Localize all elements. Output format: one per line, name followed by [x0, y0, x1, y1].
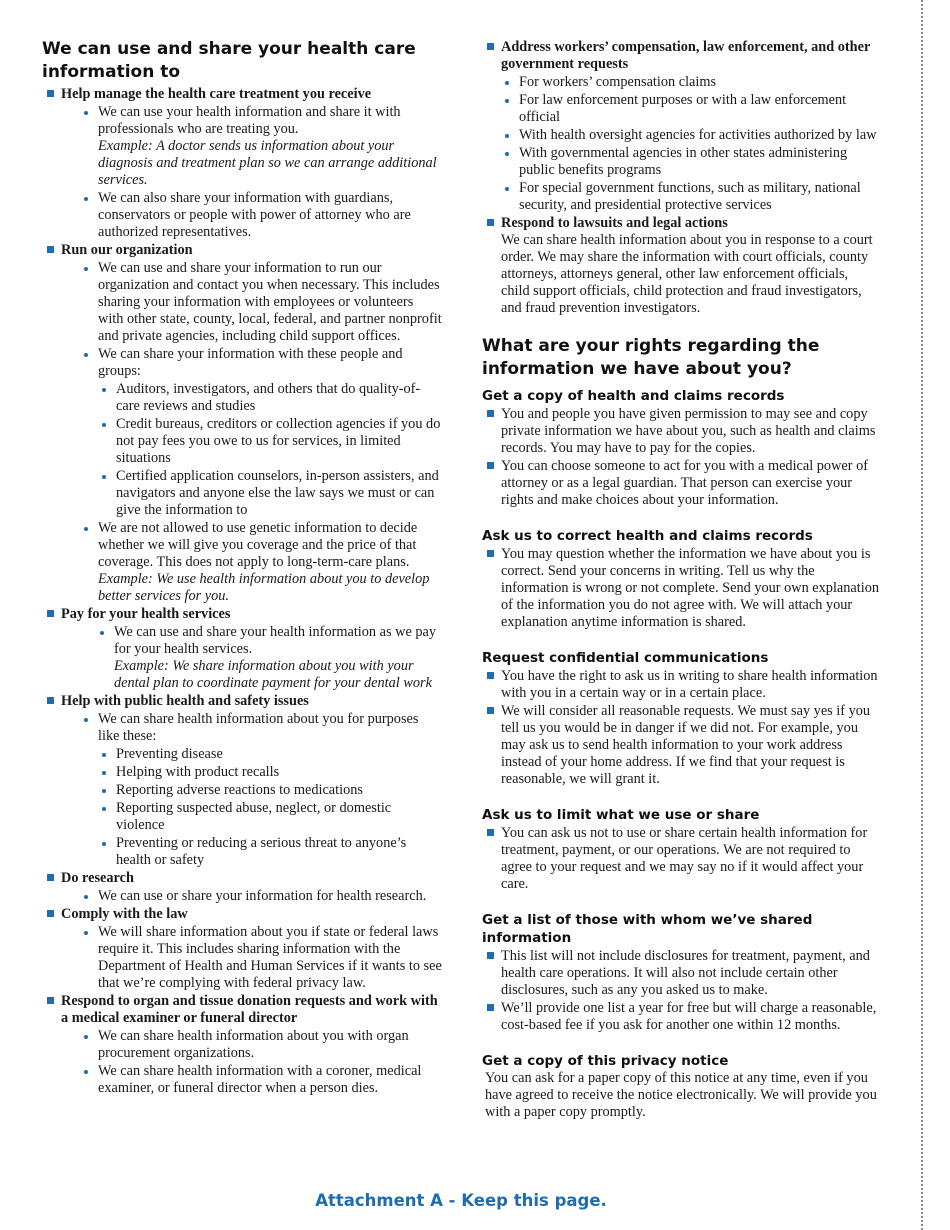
- list-item: Helping with product recalls: [98, 764, 442, 781]
- item-title: Respond to organ and tissue donation requests and work with a medical examiner or funeral director: [61, 993, 438, 1026]
- item-title: Pay for your health services: [61, 606, 231, 622]
- subsection-title: Ask us to limit what we use or share: [482, 807, 760, 823]
- right-column: [482, 38, 880, 1121]
- list-item: You and people you have given permission to may see and copy private information we have about you, such as health and claims records. You may have to pay for the copies.: [482, 406, 880, 457]
- list-item: Certified application counselors, in-person assisters, and navigators and anyone else the law says we must or can give the information to: [98, 468, 442, 519]
- list-item: [42, 242, 442, 605]
- list-item: Reporting suspected abuse, neglect, or domestic violence: [98, 800, 442, 834]
- list-item: We will consider all reasonable requests. We must say yes if you tell us you would be in danger if we did not. For example, you may ask us to send health information to your work address instead of your home address. If we find that your request is reasonable, we will grant it.: [482, 703, 880, 788]
- list-item: Credit bureaus, creditors or collection agencies if you do not pay fees you owe to us for services, in limited situations: [98, 416, 442, 467]
- list-item: [42, 870, 442, 905]
- list-item: Preventing disease: [98, 746, 442, 763]
- list-item: [42, 86, 442, 241]
- list-item: We can share health information about you with organ procurement organizations.: [80, 1028, 442, 1062]
- list-item: For law enforcement purposes or with a law enforcement official: [501, 92, 880, 126]
- subsection-title: Get a copy of this privacy notice: [482, 1053, 729, 1069]
- list-item: We will share information about you if state or federal laws require it. This includes sharing information with the Department of Health and Human Services if it wants to see that we’re complying with federal privacy law.: [80, 924, 442, 992]
- subsection-title: Ask us to correct health and claims records: [482, 528, 813, 544]
- list-item: We can use and share your information to run our organization and contact you when necessary. This includes sharing your information with employees or volunteers with other state, county, local, federal, and partner nonprofit and private agencies, including child support offices.: [80, 260, 442, 345]
- list-item: Preventing or reducing a serious threat to anyone’s health or safety: [98, 835, 442, 869]
- use-share-list: [42, 86, 442, 1097]
- list-item: We are not allowed to use genetic information to decide whether we will give you coverage and the price of that coverage. This does not apply to long-term-care plans. Example: We use health information about you to develop better services for you.: [80, 520, 442, 605]
- section-title: What are your rights regarding the information we have about you?: [482, 336, 820, 379]
- list-item: We can share your information with these people and groups: Auditors, investigators, and others that do quality-of-care reviews and studies Credit bureaus, creditors or collection agencies if you do not pay fees you owe to us for services, in limited situations Certified application counselors, in-person assisters, and navigators and anyone else the law says we must or can give the information to: [80, 346, 442, 519]
- left-column: [42, 38, 442, 1097]
- list-item: For special government functions, such as military, national security, and presidential protective services: [501, 180, 880, 214]
- list-item: [42, 906, 442, 992]
- list-item: We can also share your information with guardians, conservators or people with power of attorney who are authorized representatives.: [80, 190, 442, 241]
- item-title: Run our organization: [61, 242, 193, 258]
- paragraph: You can ask for a paper copy of this notice at any time, even if you have agreed to receive the notice electronically. We will provide you with a paper copy promptly.: [485, 1070, 877, 1120]
- subsection-title: Get a copy of health and claims records: [482, 388, 785, 404]
- list-item: [42, 693, 442, 869]
- list-item: We can use and share your health information as we pay for your health services. Example: We share information about you with your dental plan to coordinate payment for your dental work: [96, 624, 442, 692]
- list-item: [482, 215, 880, 317]
- list-item: We can share health information with a coroner, medical examiner, or funeral director when a person dies.: [80, 1063, 442, 1097]
- item-title: Address workers’ compensation, law enforcement, and other government requests: [501, 39, 871, 72]
- list-item: You have the right to ask us in writing to share health information with you in a certain way or in a certain place.: [482, 668, 880, 702]
- item-title: Comply with the law: [61, 906, 188, 922]
- item-title: Do research: [61, 870, 134, 886]
- subsection-title: Get a list of those with whom we’ve shared information: [482, 912, 813, 946]
- cut-line: [921, 0, 923, 1230]
- item-title: Help with public health and safety issues: [61, 693, 309, 709]
- list-item: You may question whether the information we have about you is correct. Send your concerns in writing. Tell us why the information is wrong or not complete. Send your own explanation of the information you do not agree with. We will attach your explanation anytime information is shared.: [482, 546, 880, 631]
- list-item: With health oversight agencies for activities authorized by law: [501, 127, 880, 144]
- example-text: Example: We share information about you with your dental plan to coordinate payment for your dental work: [114, 658, 432, 691]
- list-item: We can share health information about you for purposes like these: Preventing disease Helping with product recalls Reporting adverse reactions to medications Reporting suspected abuse, neglect, or domestic violence Preventing or reducing a serious threat to anyone’s health or safety: [80, 711, 442, 869]
- list-item: [42, 993, 442, 1097]
- example-text: Example: A doctor sends us information about your diagnosis and treatment plan so we can arrange additional services.: [98, 138, 437, 188]
- list-item: [42, 606, 442, 692]
- list-item: You can choose someone to act for you with a medical power of attorney or as a legal guardian. That person can exercise your rights and make choices about your information.: [482, 458, 880, 509]
- item-title: Respond to lawsuits and legal actions: [501, 215, 728, 231]
- list-item: You can ask us not to use or share certain health information for treatment, payment, or our operations. We are not required to agree to your request and we may say no if it would affect your care.: [482, 825, 880, 893]
- list-item: [482, 39, 880, 214]
- item-title: Help manage the health care treatment you receive: [61, 86, 372, 102]
- list-item: We can use or share your information for health research.: [80, 888, 442, 905]
- example-text: Example: We use health information about you to develop better services for you.: [98, 571, 430, 604]
- list-item: For workers’ compensation claims: [501, 74, 880, 91]
- list-item: Auditors, investigators, and others that do quality-of-care reviews and studies: [98, 381, 442, 415]
- list-item: We’ll provide one list a year for free but will charge a reasonable, cost-based fee if you ask for another one within 12 months.: [482, 1000, 880, 1034]
- footer-note: Attachment A - Keep this page.: [315, 1191, 607, 1210]
- list-item: With governmental agencies in other states administering public benefits programs: [501, 145, 880, 179]
- section-title: We can use and share your health care information to: [42, 39, 416, 82]
- subsection-title: Request confidential communications: [482, 650, 769, 666]
- list-item: This list will not include disclosures for treatment, payment, and health care operations. It will also not include certain other disclosures, such as any you asked us to make.: [482, 948, 880, 999]
- list-item: Reporting adverse reactions to medications: [98, 782, 442, 799]
- list-item: We can use your health information and share it with professionals who are treating you. Example: A doctor sends us information about your diagnosis and treatment plan so we can arrange additional services.: [80, 104, 442, 189]
- paragraph: We can share health information about you in response to a court order. We may share the information with court officials, county attorneys, attorneys general, other law enforcement officials, child support officials, child protection and fraud investigators, and fraud prevention investigators.: [501, 232, 873, 316]
